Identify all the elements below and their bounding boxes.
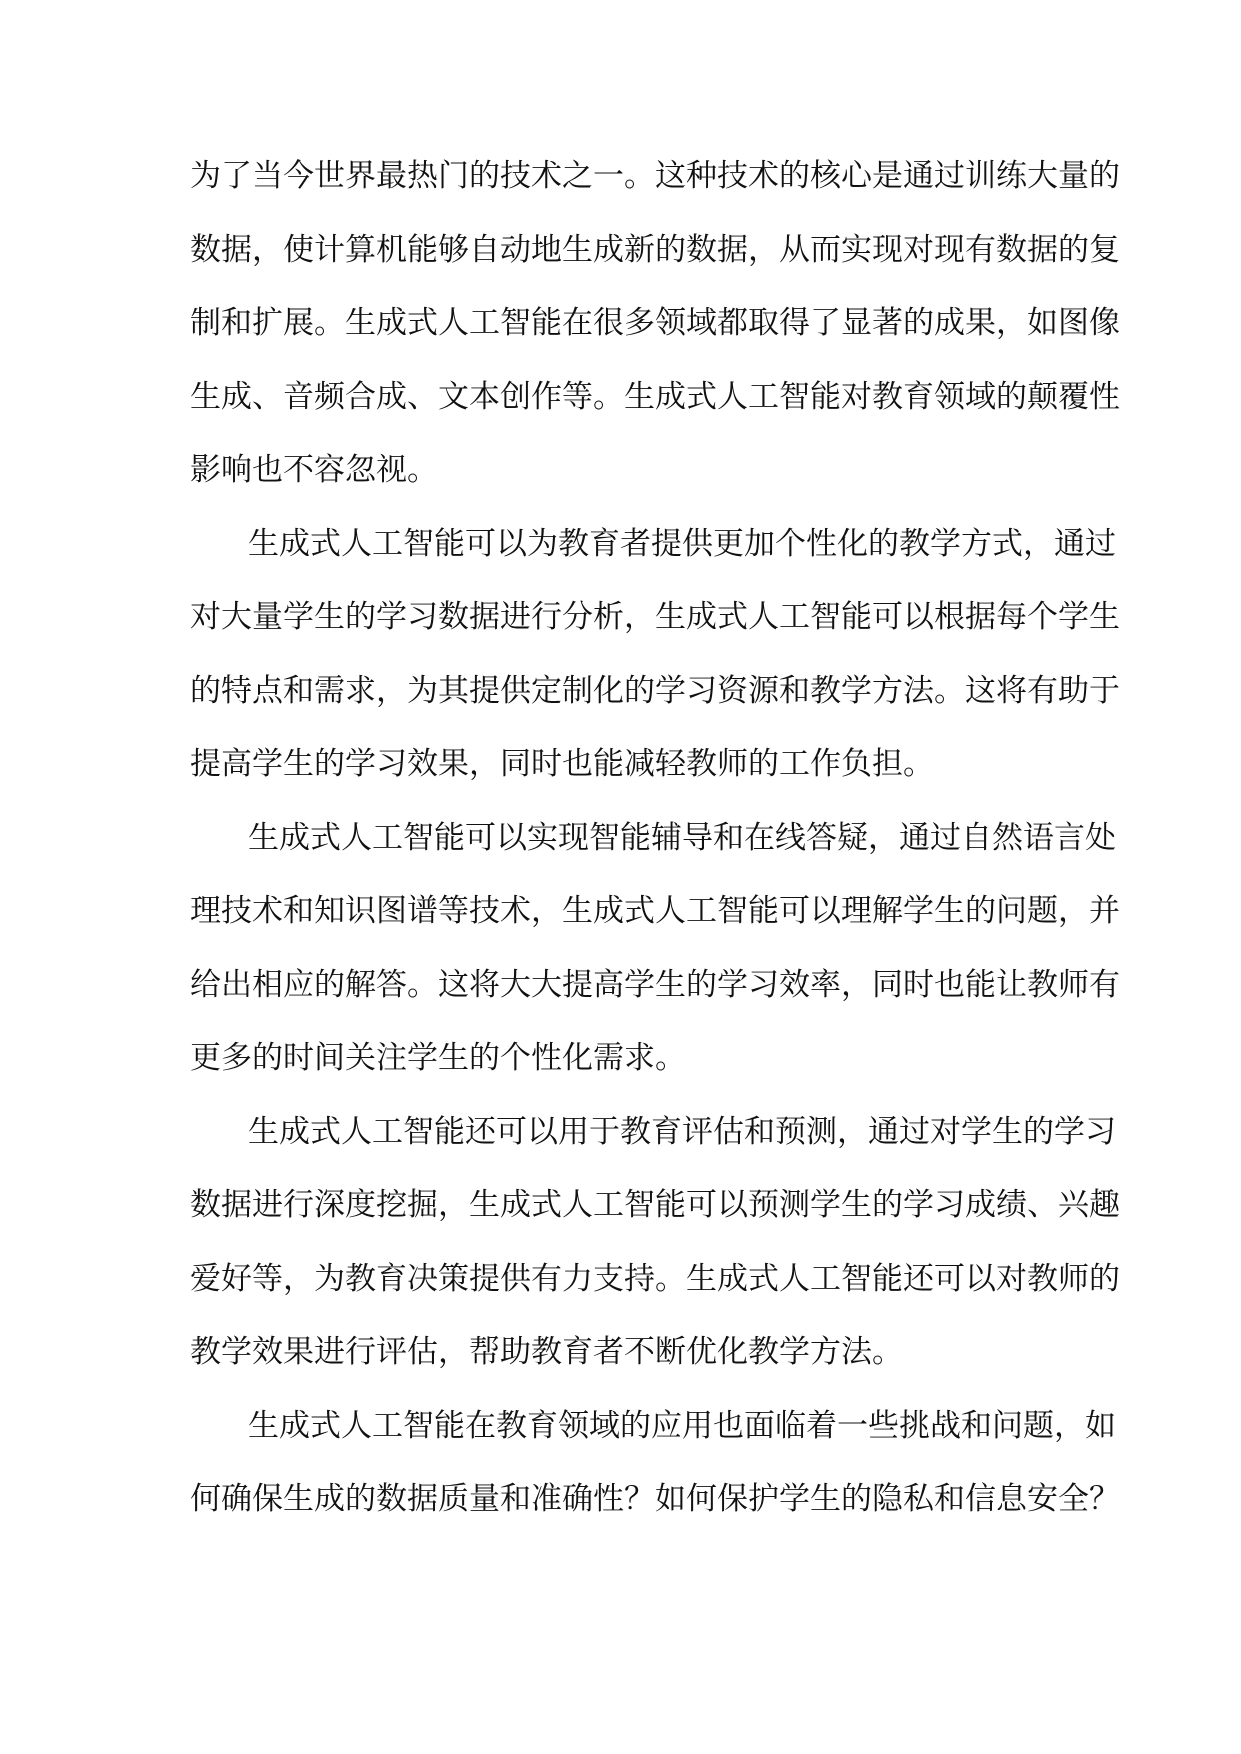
- text-line: 生成式人工智能可以为教育者提供更加个性化的教学方式，通过: [248, 525, 1116, 562]
- text-line: 何确保生成的数据质量和准确性？如何保护学生的隐私和信息安全？: [190, 1481, 1120, 1517]
- text-line: 生成、音频合成、文本创作等。生成式人工智能对教育领域的颠覆性: [190, 378, 1120, 415]
- text-line: 制和扩展。生成式人工智能在很多领域都取得了显著的成果，如图像: [190, 305, 1120, 341]
- text-line: 提高学生的学习效果，同时也能减轻教师的工作负担。: [190, 746, 934, 782]
- paragraph: [190, 508, 1120, 802]
- text-line: 爱好等，为教育决策提供有力支持。生成式人工智能还可以对教师的: [190, 1260, 1120, 1297]
- paragraph: [190, 140, 1120, 508]
- text-line: 生成式人工智能可以实现智能辅导和在线答疑，通过自然语言处: [248, 819, 1116, 856]
- document-body: [190, 140, 1120, 1537]
- text-line: 的特点和需求，为其提供定制化的学习资源和教学方法。这将有助于: [190, 672, 1120, 709]
- text-line: 给出相应的解答。这将大大提高学生的学习效率，同时也能让教师有: [190, 966, 1120, 1003]
- text-line: 生成式人工智能还可以用于教育评估和预测，通过对学生的学习: [248, 1113, 1116, 1150]
- text-line: 更多的时间关注学生的个性化需求。: [190, 1040, 686, 1076]
- paragraph: [190, 802, 1120, 1096]
- text-line: 数据，使计算机能够自动地生成新的数据，从而实现对现有数据的复: [190, 231, 1120, 268]
- text-line: 为了当今世界最热门的技术之一。这种技术的核心是通过训练大量的: [190, 158, 1120, 194]
- text-line: 生成式人工智能在教育领域的应用也面临着一些挑战和问题，如: [248, 1407, 1116, 1444]
- text-line: 对大量学生的学习数据进行分析，生成式人工智能可以根据每个学生: [190, 599, 1120, 635]
- text-line: 影响也不容忽视。: [190, 452, 438, 488]
- paragraph: [190, 1096, 1120, 1390]
- text-line: 理技术和知识图谱等技术，生成式人工智能可以理解学生的问题，并: [190, 893, 1120, 929]
- text-line: 数据进行深度挖掘，生成式人工智能可以预测学生的学习成绩、兴趣: [190, 1187, 1120, 1223]
- text-line: 教学效果进行评估，帮助教育者不断优化教学方法。: [190, 1334, 903, 1370]
- paragraph: [190, 1390, 1120, 1537]
